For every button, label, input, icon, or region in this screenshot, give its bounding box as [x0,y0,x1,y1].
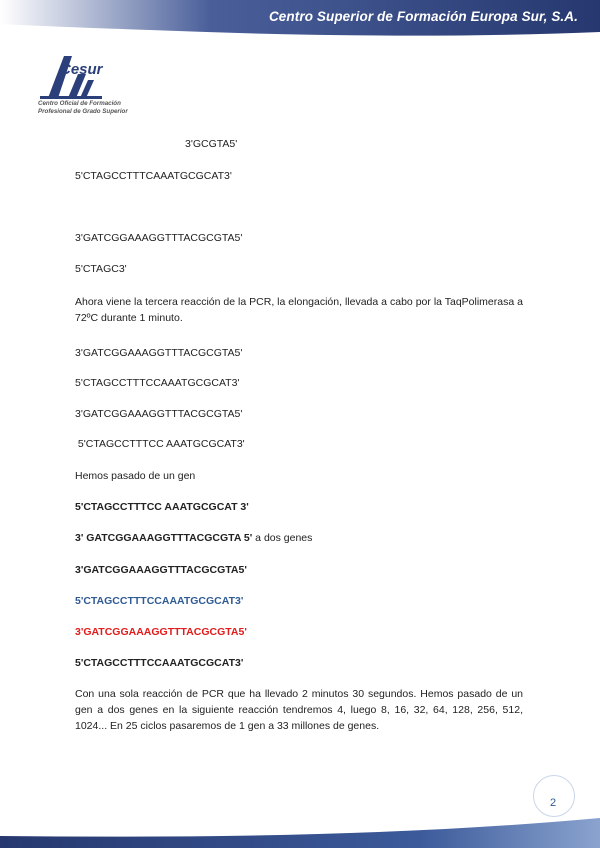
sequence-line-blue: 5'CTAGCCTTTCCAAATGCGCAT3' [75,595,244,607]
sequence-line-mixed [75,532,312,544]
logo-wordmark: Cesur [60,61,103,78]
sequence-line-bold: 5'CTAGCCTTTCCAAATGCGCAT3' [75,657,244,669]
sequence-line-bold: 5'CTAGCCTTTCC AAATGCGCAT 3' [75,501,249,513]
sequence-line: 3'GATCGGAAAGGTTTACGCGTA5' [75,408,243,420]
logo-subtitle-line1: Centro Oficial de Formación [38,100,121,107]
sequence-line: 3'GATCGGAAAGGTTTACGCGTA5' [75,232,243,244]
sequence-line: 5'CTAGCCTTTCC AAATGCGCAT3' [75,438,245,450]
sequence-line: 5'CTAGCCTTTCCAAATGCGCAT3' [75,377,240,389]
page-footer [0,808,600,848]
sequence-line: 3'GATCGGAAAGGTTTACGCGTA5' [75,347,243,359]
text-line: Hemos pasado de un gen [75,470,196,482]
page-number-badge [533,775,575,817]
sequence-line: 5'CTAGC3' [75,263,127,275]
footer-banner [0,808,600,848]
page-number: 2 [549,797,557,809]
page-header [0,0,600,38]
sequence-line: 5'CTAGCCTTTCAAATGCGCAT3' [75,170,232,182]
logo-subtitle-line2: Profesional de Grado Superior [38,107,128,115]
sequence-line: 3'GCGTA5' [185,138,238,150]
logo-mark [34,48,154,108]
sequence-line-bold: 3'GATCGGAAAGGTTTACGCGTA5' [75,564,247,576]
sequence-line-red: 3'GATCGGAAAGGTTTACGCGTA5' [75,626,247,638]
sequence-bold: 3' GATCGGAAAGGTTTACGCGTA 5' [75,532,253,544]
sequence-caption: a dos genes [252,532,313,544]
paragraph-elongation: Ahora viene la tercera reacción de la PCR, la elongación, llevada a cabo por la TaqPolimerasa a 72ºC durante 1 minuto. [75,296,523,324]
header-title: Centro Superior de Formación Europa Sur, S.A. [268,9,578,24]
logo-subtitle [38,100,158,115]
paragraph-conclusion: Con una sola reacción de PCR que ha llevado 2 minutos 30 segundos. Hemos pasado de un gen a dos genes en la siguiente reacción tendremos 4, luego 8, 16, 32, 64, 128, 256, 512, 1024... En 25 ciclos pasaremos de 1 gen a 33 millones de genes. [75,688,523,732]
